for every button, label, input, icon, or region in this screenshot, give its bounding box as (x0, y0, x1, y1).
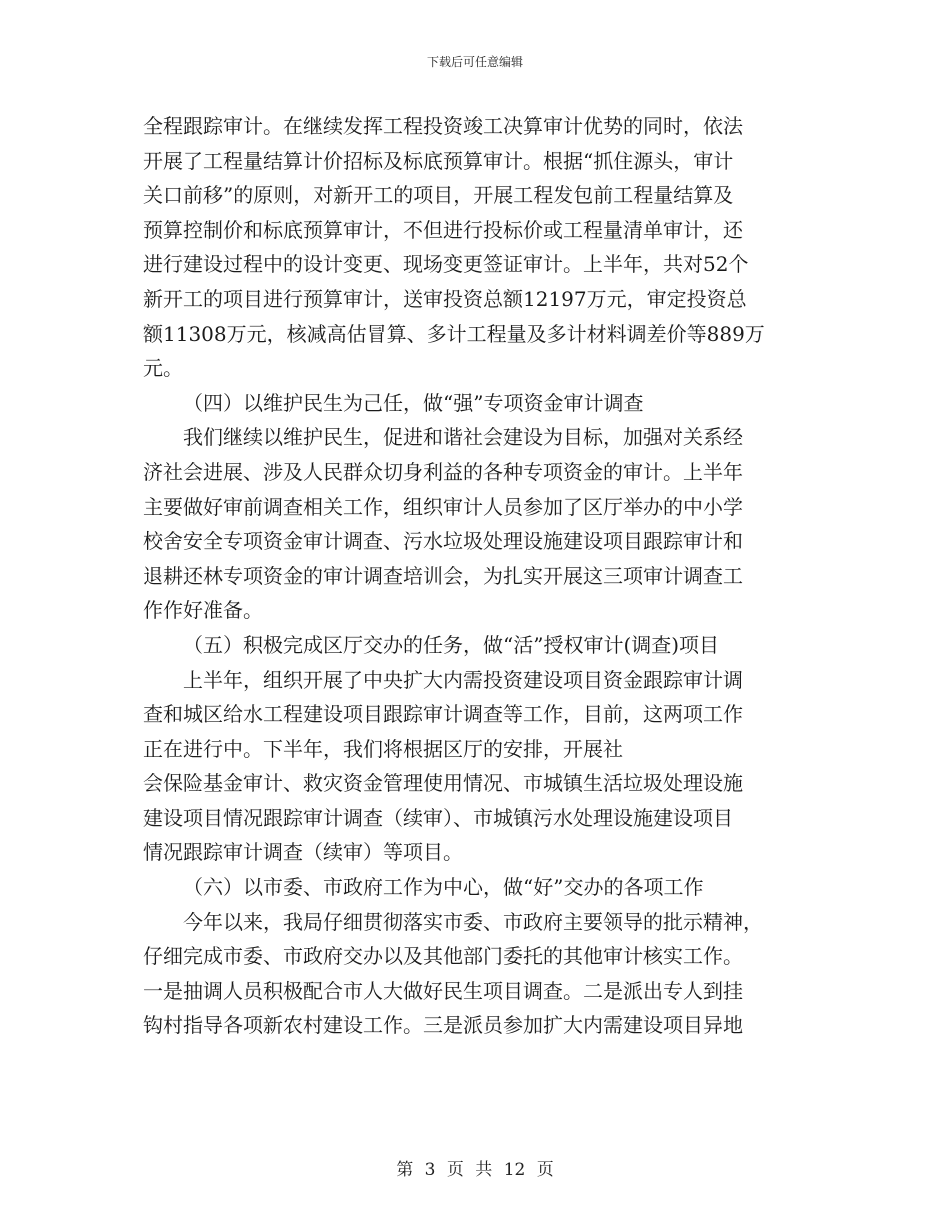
text-line: 正在进行中。下半年，我们将根据区厅的安排，开展社 (143, 736, 623, 761)
page-header: 下载后可任意编辑 (426, 55, 523, 69)
section-heading-6: （六）以市委、市政府工作为中心，做“好”交办的各项工作 (183, 875, 704, 900)
text-line: 钩村指导各项新农村建设工作。三是派员参加扩大内需建设项目异地 (143, 1013, 743, 1038)
text-line: 元。 (143, 356, 183, 381)
text-line: 今年以来，我局仔细贯彻落实市委、市政府主要领导的批示精神， (183, 909, 763, 934)
text-line: 校舍安全专项资金审计调查、污水垃圾处理设施建设项目跟踪审计和 (143, 529, 743, 554)
text-line: 作作好准备。 (143, 598, 263, 623)
text-line: 仔细完成市委、市政府交办以及其他部门委托的其他审计核实工作。 (143, 944, 743, 969)
section-heading-4: （四）以维护民生为己任，做“强”专项资金审计调查 (183, 390, 644, 415)
text-line: 全程跟踪审计。在继续发挥工程投资竣工决算审计优势的同时，依法 (143, 114, 743, 138)
text-line: 上半年，组织开展了中央扩大内需投资建设项目资金跟踪审计调 (183, 667, 743, 692)
page-footer: 第 3 页 共 12 页 (396, 1160, 554, 1180)
text-line: 新开工的项目进行预算审计，送审投资总额12197万元，审定投资总 (143, 286, 747, 311)
text-line: 情况跟踪审计调查（续审）等项目。 (143, 840, 463, 865)
text-line: 建设项目情况跟踪审计调查（续审）、市城镇污水处理设施建设项目 (143, 805, 733, 830)
text-line: 一是抽调人员积极配合市人大做好民生项目调查。二是派出专人到挂 (143, 978, 743, 1003)
text-line: 主要做好审前调查相关工作，组织审计人员参加了区厅举办的中小学 (143, 494, 743, 519)
text-line: 我们继续以维护民生，促进和谐社会建设为目标，加强对关系经 (183, 425, 743, 450)
text-line: 开展了工程量结算计价招标及标底预算审计。根据“抓住源头，审计 (143, 148, 734, 173)
text-line: 会保险基金审计、救灾资金管理使用情况、市城镇生活垃圾处理设施 (143, 771, 743, 796)
text-line: 预算控制价和标底预算审计，不但进行投标价或工程量清单审计，还 (143, 217, 743, 242)
text-line: 查和城区给水工程建设项目跟踪审计调查等工作，目前，这两项工作 (143, 702, 743, 727)
section-heading-5: （五）积极完成区厅交办的任务，做“活”授权审计(调查)项目 (183, 632, 720, 657)
text-line: 济社会进展、涉及人民群众切身利益的各种专项资金的审计。上半年 (143, 459, 743, 484)
document-body (143, 109, 813, 1043)
text-line: 关口前移”的原则，对新开工的项目，开展工程发包前工程量结算及 (143, 183, 734, 208)
text-line: 退耕还林专项资金的审计调查培训会，为扎实开展这三项审计调查工 (143, 563, 743, 588)
text-line: 额11308万元，核减高估冒算、多计工程量及多计材料调差价等889万 (143, 321, 765, 346)
text-line: 进行建设过程中的设计变更、现场变更签证审计。上半年，共对52个 (143, 252, 749, 277)
